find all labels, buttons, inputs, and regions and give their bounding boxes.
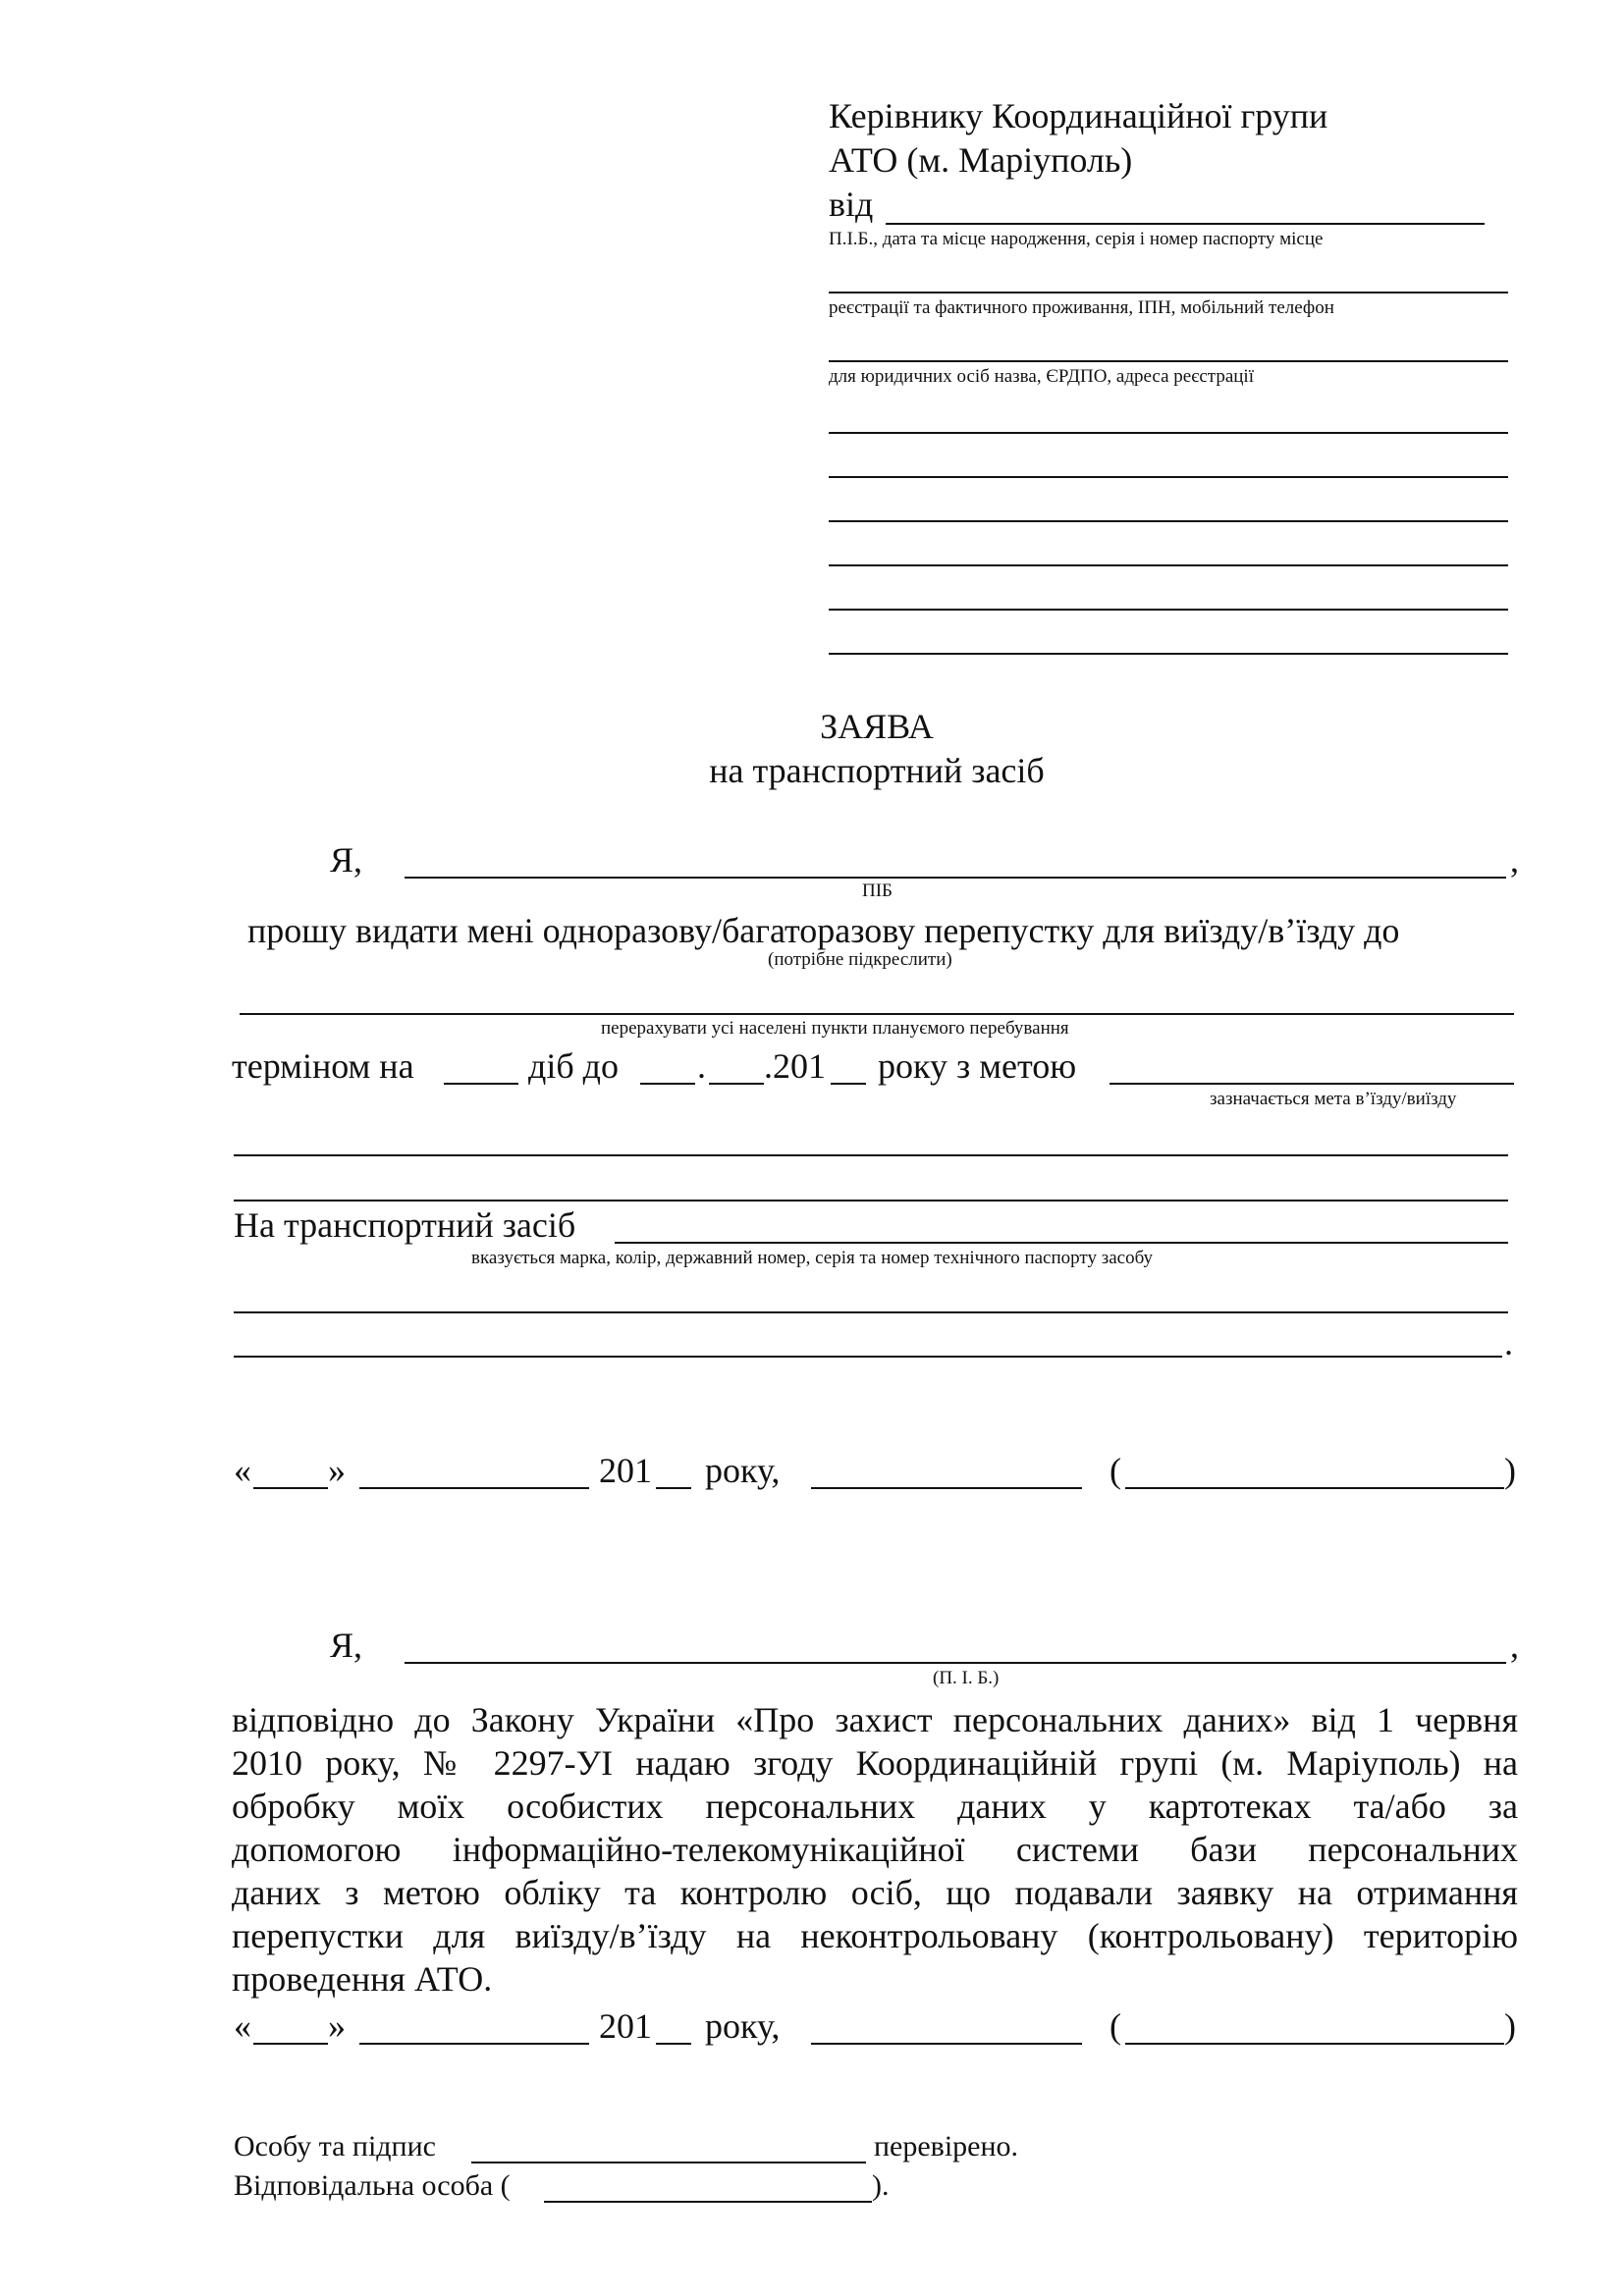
consent-signature-name-field[interactable] [1125, 2043, 1504, 2045]
signature-name-field[interactable] [1125, 1487, 1504, 1489]
from-field-5[interactable] [829, 476, 1508, 478]
days-field[interactable] [444, 1083, 518, 1085]
consent-pib-field[interactable] [405, 1662, 1506, 1664]
date-year-field[interactable] [831, 1083, 866, 1085]
underline-hint: (потрібне підкреслити) [768, 949, 952, 970]
purpose-field-3[interactable] [234, 1200, 1508, 1201]
close-paren: ) [1504, 1451, 1516, 1490]
vehicle-field[interactable] [615, 1242, 1508, 1244]
term-label: терміном на [232, 1046, 414, 1086]
from-label: від [829, 185, 874, 224]
consent-day-field[interactable] [253, 2043, 328, 2045]
vehicle-field-2[interactable] [234, 1311, 1508, 1313]
consent-signature-field[interactable] [811, 2043, 1082, 2045]
responsible-end: ). [872, 2169, 890, 2202]
pib-hint: ПІБ [862, 881, 893, 901]
consent-i-label: Я, [330, 1626, 363, 1665]
close-paren: ) [1504, 2006, 1516, 2046]
applicant-i-label: Я, [330, 840, 363, 880]
consent-line: 2010 року, № 2297-УІ надаю згоду Координаційній групі (м. Маріуполь) на [232, 1743, 1518, 1783]
consent-pib-hint: (П. І. Б.) [933, 1668, 1000, 1688]
from-field-3[interactable] [829, 360, 1508, 362]
sign-year-prefix: 201 [599, 1451, 652, 1490]
sign-month-field[interactable] [359, 1487, 589, 1489]
consent-year-field[interactable] [656, 2043, 691, 2045]
purpose-field[interactable] [1110, 1083, 1514, 1085]
from-field-8[interactable] [829, 609, 1508, 611]
consent-year-suffix: року, [705, 2006, 781, 2046]
consent-year-prefix: 201 [599, 2006, 652, 2046]
sign-day-field[interactable] [253, 1487, 328, 1489]
vehicle-field-3[interactable] [234, 1356, 1502, 1358]
settlements-hint: перерахувати усі населені пункти плануємого перебування [601, 1018, 1069, 1039]
open-quote: « [234, 1451, 251, 1490]
date-month-field[interactable] [709, 1083, 764, 1085]
open-quote: « [234, 2006, 251, 2046]
from-name-field[interactable] [886, 223, 1485, 225]
end-dot: . [1504, 1323, 1513, 1362]
vehicle-hint: вказується марка, колір, державний номер, серія та номер технічного паспорту засобу [471, 1248, 1154, 1268]
from-field-2[interactable] [829, 292, 1508, 294]
date-year-prefix: .201 [764, 1046, 826, 1086]
from-hint-2: реєстрації та фактичного проживання, ІПН, мобільний телефон [829, 297, 1334, 318]
from-field-9[interactable] [829, 653, 1508, 655]
comma: , [1510, 1626, 1519, 1665]
date-dot: . [697, 1046, 706, 1086]
settlements-field[interactable] [240, 1013, 1514, 1015]
request-text: прошу видати мені одноразову/багаторазову перепустку для виїзду/в’їзду до [247, 911, 1400, 950]
purpose-hint: зазначається мета в’їзду/виїзду [1210, 1089, 1457, 1109]
year-purpose-label: року з метою [878, 1046, 1077, 1086]
from-hint-1: П.І.Б., дата та місце народження, серія і номер паспорту місце [829, 229, 1324, 249]
sign-year-suffix: року, [705, 1451, 781, 1490]
open-paren: ( [1110, 2006, 1121, 2046]
consent-line: перепустки для виїзду/в’їзду на неконтрольовану (контрольовану) територію [232, 1916, 1518, 1955]
signature-field[interactable] [811, 1487, 1082, 1489]
applicant-pib-field[interactable] [405, 877, 1506, 879]
vehicle-label: На транспортний засіб [234, 1205, 576, 1245]
consent-line: відповідно до Закону України «Про захист персональних даних» від 1 червня [232, 1700, 1518, 1739]
date-day-field[interactable] [640, 1083, 695, 1085]
consent-line: даних з метою обліку та контролю осіб, що подавали заявку на отримання [232, 1873, 1518, 1912]
close-quote: » [328, 1451, 346, 1490]
addressee-line-2: АТО (м. Маріуполь) [829, 140, 1133, 180]
comma: , [1510, 840, 1519, 880]
from-field-4[interactable] [829, 432, 1508, 434]
consent-month-field[interactable] [359, 2043, 589, 2045]
verify-label: Особу та підпис [234, 2130, 436, 2163]
responsible-label: Відповідальна особа ( [234, 2169, 511, 2202]
consent-line: обробку моїх особистих персональних даних у картотеках та/або за [232, 1787, 1518, 1826]
days-label: діб до [528, 1046, 619, 1086]
consent-paragraph [232, 1698, 1518, 2001]
document-title: ЗАЯВА [820, 707, 934, 746]
purpose-field-2[interactable] [234, 1154, 1508, 1156]
verified-text: перевірено. [874, 2130, 1019, 2163]
from-field-7[interactable] [829, 564, 1508, 566]
sign-year-field[interactable] [656, 1487, 691, 1489]
from-field-6[interactable] [829, 520, 1508, 522]
close-quote: » [328, 2006, 346, 2046]
consent-line: допомогою інформаційно-телекомунікаційної системи бази персональних [232, 1830, 1518, 1869]
from-hint-3: для юридичних осіб назва, ЄРДПО, адреса реєстрації [829, 366, 1254, 387]
consent-line: проведення АТО. [232, 1959, 493, 1999]
document-subtitle: на транспортний засіб [709, 751, 1045, 790]
verify-signature-field[interactable] [471, 2162, 866, 2163]
open-paren: ( [1110, 1451, 1121, 1490]
responsible-name-field[interactable] [544, 2201, 872, 2203]
addressee-line-1: Керівнику Координаційної групи [829, 96, 1328, 135]
